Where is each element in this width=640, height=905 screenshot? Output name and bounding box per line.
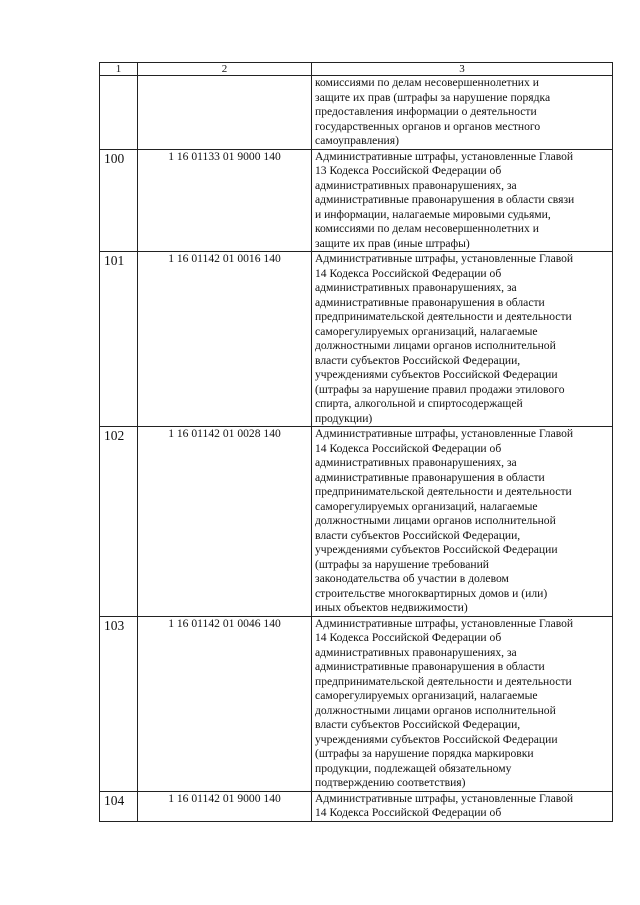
- row-code: 1 16 01142 01 9000 140: [138, 791, 312, 821]
- row-number: 100: [100, 149, 138, 252]
- row-description: Административные штрафы, установленные Главой 14 Кодекса Российской Федерации об административных правонарушениях, за административные правонарушения в области предпринимательской деятельности и деятельности саморегулируемых организаций, налагаемые должностными лицами органов исполнительной власти субъектов Российской Федерации, учреждениями субъектов Российской Федерации (штрафы за нарушение требований законодательства об участии в долевом строительстве многоквартирных домов и (или) иных объектов недвижимости): [312, 427, 613, 617]
- column-header-description: 3: [312, 63, 613, 76]
- row-description: Административные штрафы, установленные Главой 14 Кодекса Российской Федерации об: [312, 791, 613, 821]
- row-number: 102: [100, 427, 138, 617]
- table-row: [100, 427, 613, 617]
- row-number: 103: [100, 616, 138, 791]
- row-code: 1 16 01142 01 0028 140: [138, 427, 312, 617]
- column-header-number: 1: [100, 63, 138, 76]
- table-row-continuation: [100, 76, 613, 150]
- row-description: Административные штрафы, установленные Главой 13 Кодекса Российской Федерации об административных правонарушениях, за административные правонарушения в области связи и информации, налагаемые мировыми судьями, комиссиями по делам несовершеннолетних и защите их прав (иные штрафы): [312, 149, 613, 252]
- row-code: [138, 76, 312, 150]
- row-description: Административные штрафы, установленные Главой 14 Кодекса Российской Федерации об административных правонарушениях, за административные правонарушения в области предпринимательской деятельности и деятельности саморегулируемых организаций, налагаемые должностными лицами органов исполнительной власти субъектов Российской Федерации, учреждениями субъектов Российской Федерации (штрафы за нарушение правил продажи этилового спирта, алкогольной и спиртосодержащей продукции): [312, 252, 613, 427]
- row-number: 104: [100, 791, 138, 821]
- table-header-row: [100, 63, 613, 76]
- row-description: комиссиями по делам несовершеннолетних и защите их прав (штрафы за нарушение порядка предоставления информации о деятельности государственных органов и органов местного самоуправления): [312, 76, 613, 150]
- row-code: 1 16 01133 01 9000 140: [138, 149, 312, 252]
- table-row: [100, 616, 613, 791]
- column-header-code: 2: [138, 63, 312, 76]
- row-number: 101: [100, 252, 138, 427]
- table-row: [100, 149, 613, 252]
- row-code: 1 16 01142 01 0046 140: [138, 616, 312, 791]
- row-description: Административные штрафы, установленные Главой 14 Кодекса Российской Федерации об административных правонарушениях, за административные правонарушения в области предпринимательской деятельности и деятельности саморегулируемых организаций, налагаемые должностными лицами органов исполнительной власти субъектов Российской Федерации, учреждениями субъектов Российской Федерации (штрафы за нарушение порядка маркировки продукции, подлежащей обязательному подтверждению соответствия): [312, 616, 613, 791]
- revenue-codes-table: [99, 62, 613, 822]
- row-number: [100, 76, 138, 150]
- table-row: [100, 252, 613, 427]
- table-row: [100, 791, 613, 821]
- row-code: 1 16 01142 01 0016 140: [138, 252, 312, 427]
